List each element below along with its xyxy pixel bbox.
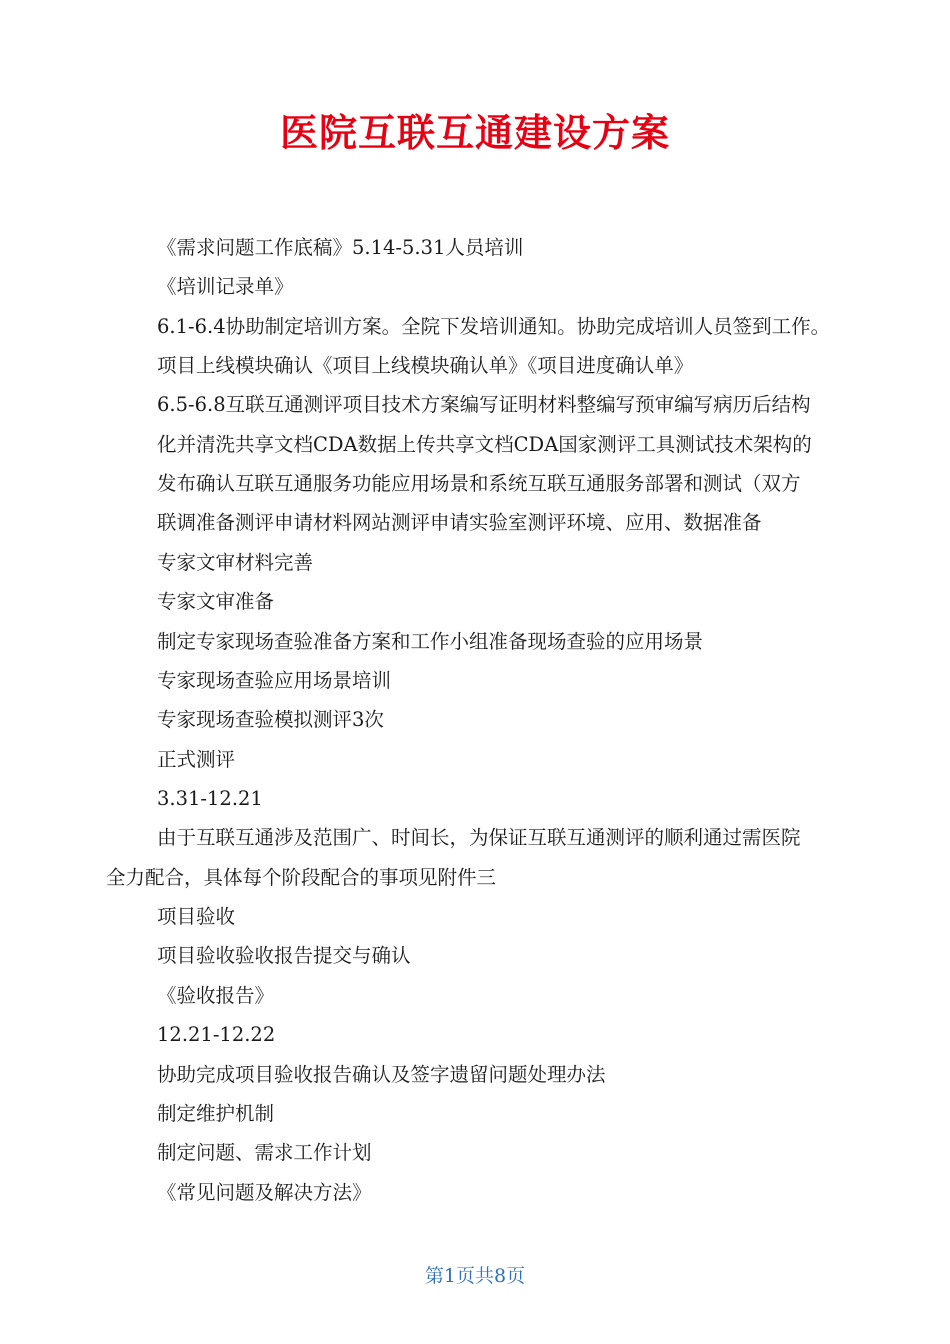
text-line: 项目上线模块确认《项目上线模块确认单》《项目进度确认单》 bbox=[157, 354, 694, 377]
text-line: 3.31-12.21 bbox=[157, 787, 263, 810]
text-line: 6.1-6.4协助制定培训方案。全院下发培训通知。协助完成培训人员签到工作。 bbox=[157, 315, 831, 338]
text-line: 专家文审准备 bbox=[157, 590, 275, 613]
text-line: 制定专家现场查验准备方案和工作小组准备现场查验的应用场景 bbox=[157, 630, 704, 653]
text-line: 项目验收验收报告提交与确认 bbox=[157, 944, 411, 967]
text-line: 由于互联互通涉及范围广、时间长，为保证互联互通测评的顺利通过需医院 bbox=[157, 826, 801, 849]
text-line: 《验收报告》 bbox=[157, 984, 275, 1007]
text-line: 正式测评 bbox=[157, 748, 236, 771]
text-line: 《常见问题及解决方法》 bbox=[157, 1181, 372, 1204]
page-number-footer: 第1页共8页 bbox=[424, 1265, 526, 1287]
text-line: 6.5-6.8互联互通测评项目技术方案编写证明材料整编写预审编写病历后结构 bbox=[157, 393, 811, 416]
text-line: 专家现场查验模拟测评3次 bbox=[157, 708, 384, 731]
text-line: 《需求问题工作底稿》5.14-5.31人员培训 bbox=[157, 236, 524, 259]
text-line: 协助完成项目验收报告确认及签字遗留问题处理办法 bbox=[157, 1063, 606, 1086]
text-line: 专家文审材料完善 bbox=[157, 551, 314, 574]
text-line: 项目验收 bbox=[157, 905, 236, 928]
document-title: 医院互联互通建设方案 bbox=[279, 110, 670, 155]
text-line: 制定维护机制 bbox=[157, 1102, 275, 1125]
text-line: 发布确认互联互通服务功能应用场景和系统互联互通服务部署和测试（双方 bbox=[157, 472, 801, 495]
text-line: 专家现场查验应用场景培训 bbox=[157, 669, 392, 692]
text-line: 全力配合，具体每个阶段配合的事项见附件三 bbox=[106, 866, 497, 889]
text-line: 化并清洗共享文档CDA数据上传共享文档CDA国家测评工具测试技术架构的 bbox=[157, 433, 812, 456]
text-line: 12.21-12.22 bbox=[157, 1023, 276, 1046]
text-line: 《培训记录单》 bbox=[157, 275, 294, 298]
text-line: 联调准备测评申请材料网站测评申请实验室测评环境、应用、数据准备 bbox=[157, 511, 762, 534]
text-line: 制定问题、需求工作计划 bbox=[157, 1141, 372, 1164]
